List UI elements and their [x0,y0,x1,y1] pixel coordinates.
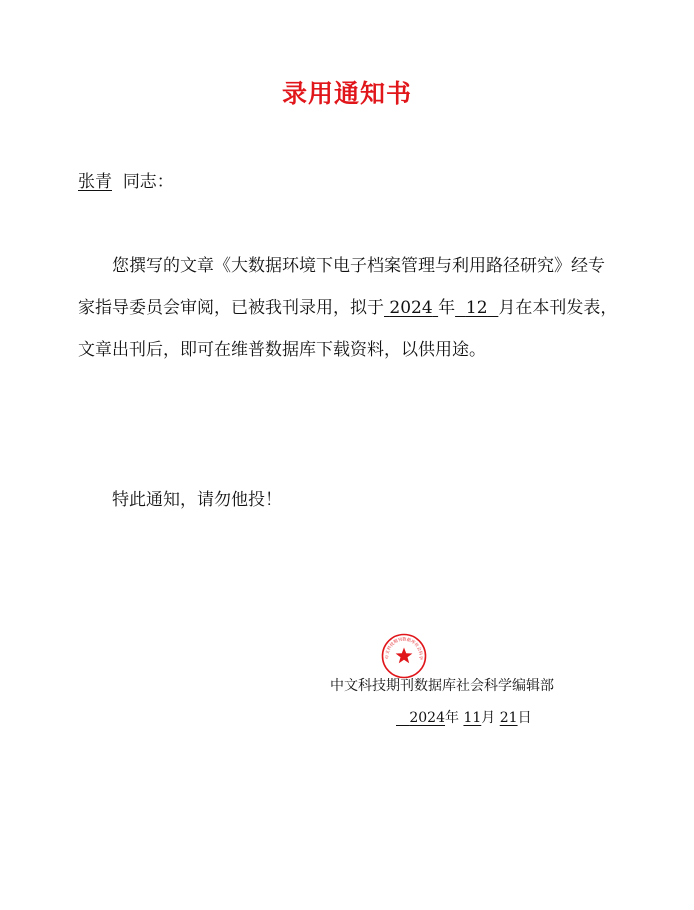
body-part-1: 您撰写的文章 [112,256,214,276]
notice-title: 录用通知书 [281,79,412,108]
salutation [78,170,174,194]
issue-date [396,708,532,728]
publish-month: 12 [465,298,488,318]
official-seal [380,632,428,680]
salutation-suffix: 同志： [122,172,174,192]
organization-name: 中文科技期刊数据库社会科学编辑部 [330,678,554,694]
recipient-name: 张青 [78,172,112,192]
closing-line: 特此通知，请勿他投！ [112,490,282,510]
notice-body [78,245,618,371]
date-month-unit: 月 [481,710,496,726]
date-day: 21 [499,710,518,726]
publish-year: 2024 [389,298,433,318]
date-year: 2024 [409,710,445,726]
seal-text: 中文科技期刊数据库社会科学 [384,636,424,661]
body-part-3: 月在本刊发表，文章出刊后，即可在维普数据库下载资料，以供用途。 [78,298,618,360]
seal-star-icon [396,648,413,664]
date-year-unit: 年 [445,710,459,726]
date-month: 11 [463,710,482,726]
body-part-2: 经专家指导委员会审阅，已被我刊录用，拟于 [78,256,605,318]
date-day-unit: 日 [517,710,532,726]
body-paragraph [78,245,618,371]
article-title: 《大数据环境下电子档案管理与利用路径研究》 [214,256,571,276]
year-unit: 年 [438,298,456,318]
